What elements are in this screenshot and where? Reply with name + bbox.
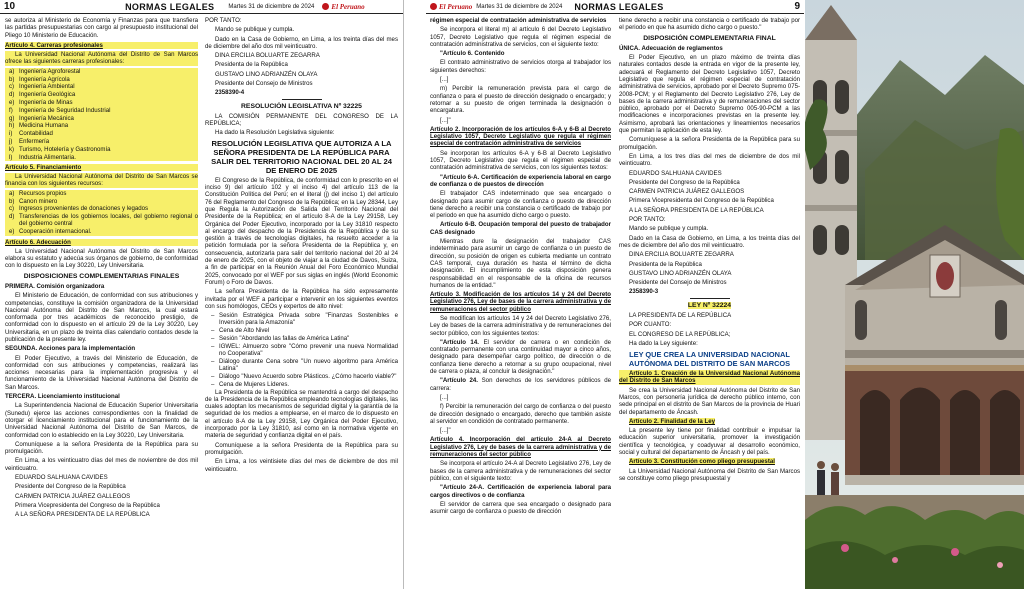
article-4-heading: Artículo 4. Carreras profesionales [5, 41, 103, 49]
list-item [9, 197, 198, 205]
paragraph: régimen especial de contratación administrativa de servicios [430, 17, 607, 24]
list-item [9, 205, 198, 213]
article-2-heading: Artículo 2. Finalidad de la Ley [629, 417, 716, 425]
article-2-heading: Artículo 2. Incorporación de los artículos 6-A y 6-B al Decreto Legislativo 1057, Decreto Legislativo que regula el régimen especial de contratación administrativa de servicios [430, 125, 611, 148]
paragraph: Se incorporan los artículos 6-A y 6-B al Decreto Legislativo 1057, Decreto Legislativo que regula el régimen especial de contratación administrativa de servicios, con los siguientes textos: [430, 149, 611, 172]
signatory-name: GUSTAVO LINO ADRIANZÉN OLAYA [215, 70, 318, 78]
list-item-text: Ingeniería Geológica [19, 91, 76, 99]
article-4-text: La Universidad Nacional Autónoma del Distrito de San Marcos ofrece las siguientes carreras profesionales: [5, 51, 198, 66]
document-code: 2358390-4 [215, 89, 245, 97]
list-item-text: Recursos propios [19, 189, 67, 197]
paragraph: Comuníquese a la señora Presidenta de la República para su promulgación. [205, 441, 398, 456]
left-page-column-1 [5, 17, 198, 589]
paragraph: LA COMISIÓN PERMANENTE DEL CONGRESO DE LA REPÚBLICA; [205, 112, 398, 128]
paragraph: Se incorpora el artículo 24-A al Decreto Legislativo 276, Ley de bases de la carrera administrativa y de remuneraciones del sector público, con el siguiente texto: [430, 460, 611, 482]
paragraph: La señora Presidenta de la República ha sido expresamente invitada por el WEF a participar e intervenir en los siguientes eventos con sus homólogos, CEOs y expertos de alto nivel: [205, 288, 398, 310]
signatory-name: EDUARDO SALHUANA CAVIDES [629, 169, 722, 177]
publication-brand: NORMAS LEGALES [125, 1, 215, 12]
quoted-article-heading: Artículo 6-B. Ocupación temporal del puesto de trabajador CAS designado [430, 221, 611, 236]
list-item-text: Ingeniería Agroforestal [19, 67, 81, 75]
quoted-article-heading: "Artículo 6. Contenido [440, 50, 505, 58]
list-item-text: Ingeniería Ambiental [19, 83, 75, 91]
list-item [9, 91, 198, 99]
list-item-text: Sesión Estratégica Privada sobre "Finanzas Sostenibles e Inversión para la Amazonía" [219, 312, 398, 327]
paragraph: m) Percibir la remuneración prevista para el cargo de confianza o para el puesto de dirección designado o encargado; y retornar a su puesto de origen terminada la designación o encargatura. [430, 85, 611, 115]
paragraph: Se modifican los artículos 14 y 24 del Decreto Legislativo 276, Ley de bases de la carrera administrativa y de remuneraciones del sector público, con los siguientes textos: [430, 314, 611, 337]
document-code: 2358390-3 [629, 288, 659, 296]
list-item [9, 189, 198, 197]
list-marker: a) [9, 67, 15, 75]
list-item [9, 83, 198, 91]
signatory-role: Presidenta de la República [629, 260, 702, 268]
list-item-text: Ingeniería Mecánica [19, 114, 74, 122]
list-item [211, 380, 398, 388]
paragraph: Mando se publique y cumpla. [215, 26, 295, 34]
list-item [211, 357, 398, 373]
quoted-article-heading: "Artículo 24-A. Certificación de experiencia laboral para cargos directivos o de confianza [430, 484, 611, 499]
left-page-column-2 [205, 17, 398, 589]
law-title: LEY Nº 32224 [687, 301, 732, 309]
paragraph: Dado en la Casa de Gobierno, en Lima, a los treinta días del mes de diciembre del año dos mil veinticuatro. [619, 234, 800, 249]
divider [690, 298, 730, 299]
paragraph: POR TANTO: [205, 17, 242, 24]
paragraph: Dado en la Casa de Gobierno, en Lima, a los treinta días del mes de diciembre del año dos mil veinticuatro. [205, 35, 398, 50]
paragraph: La Presidenta de la República se mantendrá a cargo del despacho de la Presidencia de la República empleando tecnologías digitales, las cuales adoptan los mecanismos de seguridad digital y la garantía de la seguridad de los medios a emplearse, en el marco de lo dispuesto en el artículo 8-A de la Ley 29158, Ley Orgánica del Poder Ejecutivo, incorporado por la Ley 31810, así como en la normativa vigente en materia de seguridad y confianza digital en el país. [205, 388, 398, 440]
list-marker: e) [9, 98, 15, 106]
paragraph: se autoriza al Ministerio de Economía y Finanzas para que transfiera las partidas presupuestarias con cargo al presupuesto institucional del Pliego 10 Ministerio de Educación. [5, 17, 198, 39]
list-item [9, 98, 198, 106]
gazette-page-9 [426, 0, 804, 589]
careers-list [5, 68, 198, 161]
sole-provision-heading: ÚNICA. Adecuación de reglamentos [619, 44, 723, 52]
paragraph: [...]" [440, 116, 451, 124]
church-illustration [805, 0, 1024, 589]
quoted-article-heading: "Artículo 24. [440, 377, 478, 385]
first-provision-heading: PRIMERA. Comisión organizadora [5, 282, 105, 290]
list-item [211, 372, 398, 380]
paragraph: En Lima, a los tres días del mes de diciembre de dos mil veinticuatro. [619, 152, 800, 168]
list-marker: – [211, 342, 215, 350]
second-provision-text: El Poder Ejecutivo, a través del Ministerio de Educación, de conformidad con sus atribuciones y competencias, realizará las acciones necesarias para la implementación progresiva y el funcionamiento de la Universidad Nacional Autónoma del Distrito de San Marcos. [5, 354, 198, 391]
list-marker: c) [9, 205, 15, 213]
paragraph: EL CONGRESO DE LA REPÚBLICA; [629, 330, 731, 338]
page-gutter [404, 0, 426, 589]
list-item [9, 106, 198, 114]
list-item [211, 342, 398, 358]
list-item-text: Ingresos provenientes de donaciones y legados [19, 205, 149, 213]
paragraph: El trabajador CAS indeterminado que sea encargado o designado para asumir cargo de confianza o puesto de dirección tiene derecho a recibir una constancia o certificado de trabajo por el periodo en que ha asumido dicho cargo o puesto. [430, 190, 611, 220]
paragraph: tiene derecho a recibir una constancia o certificado de trabajo por el periodo en que ha asumido dicho cargo o puesto." [619, 17, 800, 32]
third-provision-heading: TERCERA. Licenciamiento institucional [5, 393, 120, 401]
signatory-role: Primera Vicepresidenta del Congreso de la República [15, 501, 160, 509]
list-marker: g) [9, 114, 15, 122]
signatory-role: Presidente del Consejo de Ministros [215, 80, 313, 88]
list-item [9, 213, 198, 228]
list-item-text: Sesión "Abordando las fallas de América Latina" [219, 335, 350, 342]
list-item [9, 228, 198, 236]
article-3-heading: Artículo 3. Constitución como pliego presupuestal [629, 458, 775, 466]
list-marker: d) [9, 91, 15, 99]
page-header [0, 0, 403, 14]
paragraph: Ha dado la Resolución Legislativa siguiente: [215, 129, 335, 137]
paragraph: Son derechos de los servidores públicos de carrera: [430, 377, 611, 392]
list-marker: i) [9, 130, 13, 138]
list-item [9, 75, 198, 83]
list-marker: d) [9, 213, 15, 221]
list-item [9, 130, 198, 138]
third-provision-text: La Superintendencia Nacional de Educación Superior Universitaria (Sunedu) ejerce las acciones correspondientes con la finalidad de otorgar el licenciamiento institucional para el funcionamiento de la Universidad Nacional Autónoma del Distrito de San Marcos, de conformidad con lo establecido en la Ley 30220, Ley Universitaria. [5, 402, 198, 439]
list-marker: – [211, 372, 215, 380]
page-number: 9 [794, 1, 800, 12]
signatory-name: DINA ERCILIA BOLUARTE ZEGARRA [629, 251, 734, 259]
paragraph: Ha dado la Ley siguiente: [629, 339, 698, 347]
paragraph: El servidor de carrera o en condición de contratado permanente con una continuidad mayor a cinco años, designado para desempeñar cargo político, de dirección o de confianza tiene derecho a retornar a su grupo ocupacional, nivel de carrera o plaza, al concluir la designación." [430, 338, 611, 376]
list-marker: f) [9, 106, 13, 114]
publication-date: Martes 31 de diciembre de 2024 [476, 3, 563, 10]
el-peruano-logo: El Peruano [322, 3, 364, 11]
list-marker: – [211, 380, 215, 388]
list-marker: – [211, 327, 215, 335]
page-number: 10 [4, 1, 16, 12]
paragraph: En Lima, a los veintisiete días del mes de diciembre de dos mil veinticuatro. [205, 458, 398, 473]
paragraph: El Congreso de la República, de conformidad con lo prescrito en el inciso 9) del artículo 102 y el inciso 4) del artículo 113 de la Constitución Política del Perú; en el literal (j) del inciso 1) del artículo 76 del Reglamento del Congreso de la República; en la Ley 28344, Ley que Regula la Autorización de Salida del Territorio Nacional del Presidente de la República; en el artículo 8-A de la Ley 29158, Ley Orgánica del Poder Ejecutivo, incorporado por la Ley 31810 respecto al encargo del despacho de la Presidencia de la República y de su gestión a través de tecnologías digitales, ha resuelto acceder a la petición formulada por la señora Presidenta de la República y, en consecuencia, autorizarla para salir del territorio nacional del 20 al 24 de enero de 2025, con el objeto de viajar a la ciudad de Davos, Suiza, a fin de participar en la Reunión Anual del Foro Económico Mundial 2025, convocado por el WEF por sus siglas en inglés (World Economic Forum) o Foro de Davos. [205, 176, 398, 286]
list-marker: c) [9, 83, 15, 91]
divider [282, 99, 322, 100]
list-item [211, 312, 398, 327]
page-header [426, 0, 804, 14]
list-marker: e) [9, 228, 15, 236]
list-item-text: IGWEL: Almuerzo sobre "Cómo prevenir una nueva Normalidad no Cooperativa" [219, 342, 398, 358]
list-item [9, 145, 198, 153]
article-1-heading: Artículo 1. Creación de la Universidad Nacional Autónoma del Distrito de San Marcos [619, 370, 800, 385]
list-item-text: Enfermería [19, 137, 50, 145]
list-marker: b) [9, 75, 15, 83]
paragraph: [...] [440, 393, 449, 401]
list-item-text: Cooperación internacional. [19, 228, 92, 236]
logo-seal-icon [430, 3, 437, 10]
paragraph: f) Percibir la remuneración del cargo de confianza o del puesto de dirección designado o encargado, derecho que también asiste al servidor en condición de contratado permanente. [430, 403, 611, 425]
article-5-heading: Artículo 5. Financiamiento [5, 163, 82, 171]
list-item-text: Ingeniería de Seguridad Industrial [19, 106, 111, 114]
list-item-text: Cena de Mujeres Líderes. [219, 380, 290, 388]
list-item-text: Medicina Humana [19, 122, 69, 130]
list-item-text: Cena de Alto Nivel [219, 327, 270, 335]
signatory-name: DINA ERCILIA BOLUARTE ZEGARRA [215, 52, 320, 60]
quoted-article-heading: "Artículo 14. [440, 338, 479, 346]
paragraph: Mientras dure la designación del trabajador CAS indeterminado para asumir un cargo de confianza o un puesto de dirección, su posición de origen es cubierta mediante un contrato CAS temporal, cuya duración es hasta el término de dicha designación. El incumplimiento de esta disposición genera responsabilidad en el responsable de la oficina de recursos humanos de la entidad." [430, 238, 611, 289]
list-item [211, 327, 398, 335]
signatory-name: EDUARDO SALHUANA CAVIDES [15, 474, 108, 482]
section-title: DISPOSICIÓN COMPLEMENTARIA FINAL [643, 34, 776, 42]
list-item-text: Ingeniería de Minas [19, 98, 73, 106]
paragraph: A LA SEÑORA PRESIDENTA DE LA REPÚBLICA [629, 206, 764, 214]
paragraph: El servidor de carrera que sea encargado o designado para asumir cargo de confianza o puesto de dirección [430, 500, 611, 516]
list-item-text: Turismo, Hotelería y Gastronomía [19, 145, 111, 153]
list-marker: – [211, 357, 215, 365]
paragraph: A LA SEÑORA PRESIDENTA DE LA REPÚBLICA [15, 511, 150, 519]
el-peruano-logo: El Peruano [430, 3, 472, 11]
list-item-text: Canon minero [19, 197, 58, 205]
section-title: DISPOSICIONES COMPLEMENTARIAS FINALES [23, 272, 180, 280]
paragraph: LA PRESIDENTA DE LA REPÚBLICA [629, 311, 732, 319]
signatory-name: CARMEN PATRICIA JUÁREZ GALLEGOS [15, 492, 131, 500]
resolution-heading: RESOLUCIÓN LEGISLATIVA QUE AUTORIZA A LA SEÑORA PRESIDENTA DE LA REPÚBLICA PARA SALIR DEL TERRITORIO NACIONAL DEL 20 AL 24 DE ENERO DE 2025 [211, 138, 392, 175]
events-list [205, 312, 398, 388]
gazette-page-10 [0, 0, 404, 589]
paragraph: Se incorpora el literal m) al artículo 6 del Decreto Legislativo 1057, Decreto Legislativo que regula el régimen especial de contratación administrativa de servicios, con el siguiente texto: [430, 26, 611, 48]
signatory-name: GUSTAVO LINO ADRIANZÉN OLAYA [629, 269, 732, 277]
paragraph: [...] [440, 76, 449, 84]
paragraph: Mando se publique y cumpla. [629, 225, 709, 233]
second-provision-heading: SEGUNDA. Acciones para la implementación [5, 345, 136, 353]
list-item [211, 335, 398, 342]
funding-list [5, 190, 198, 236]
list-marker: j) [9, 137, 13, 145]
paragraph: Se crea la Universidad Nacional Autónoma del Distrito de San Marcos, con personería jurídica de derecho público interno, con sede principal en el distrito de San Marcos de la provincia de Huari del departamento de Áncash. [619, 386, 800, 416]
article-5-text: La Universidad Nacional Autónoma del Distrito de San Marcos se financia con los siguientes recursos: [5, 173, 198, 188]
list-item [9, 153, 198, 161]
law-heading: LEY QUE CREA LA UNIVERSIDAD NACIONAL AUTÓNOMA DEL DISTRITO DE SAN MARCOS [628, 350, 791, 369]
article-6-heading: Artículo 6. Adecuación [5, 238, 71, 246]
right-page-column-2 [619, 17, 800, 589]
paragraph: [...]" [440, 427, 451, 435]
paragraph: En Lima, a los veinticuatro días del mes de noviembre de dos mil veinticuatro. [5, 457, 198, 472]
article-6-text: La Universidad Nacional Autónoma del Distrito de San Marcos elabora su estatuto y adecúa sus órganos de gobierno, de conformidad con lo dispuesto en la Ley 30220, Ley Universitaria. [5, 247, 198, 270]
list-marker: – [211, 335, 215, 342]
signatory-role: Presidenta de la República [215, 61, 288, 69]
list-marker: a) [9, 189, 15, 197]
list-item-text: Transferencias de los gobiernos locales, del gobierno regional o del gobierno central [19, 213, 198, 228]
signatory-role: Presidente del Consejo de Ministros [629, 279, 727, 287]
signatory-role: Presidente del Congreso de la República [15, 483, 126, 491]
publication-date: Martes 31 de diciembre de 2024 [228, 3, 315, 10]
list-item-text: Ingeniería Agrícola [19, 75, 70, 83]
paragraph: Comuníquese a la señora Presidenta de la República para su promulgación. [5, 440, 198, 456]
list-item [9, 67, 198, 75]
signatory-name: CARMEN PATRICIA JUÁREZ GALLEGOS [629, 188, 745, 196]
list-marker: b) [9, 197, 15, 205]
paragraph: POR TANTO: [629, 216, 666, 224]
publication-brand: NORMAS LEGALES [574, 1, 664, 12]
right-page-column-1 [430, 17, 611, 589]
logo-seal-icon [322, 3, 329, 10]
list-marker: – [211, 312, 215, 320]
list-item [9, 122, 198, 130]
paragraph: POR CUANTO: [629, 321, 672, 329]
list-marker: k) [9, 145, 15, 153]
quoted-article-heading: "Artículo 6-A. Certificación de experiencia laboral en cargo de confianza o de puestos de dirección [430, 173, 611, 188]
list-item-text: Diálogo durante Cena sobre "Un nuevo algoritmo para América Latina" [219, 357, 398, 373]
paragraph: Comuníquese a la señora Presidenta de la República para su promulgación. [619, 136, 800, 151]
paragraph: La Universidad Nacional Autónoma del Distrito de San Marcos se constituye como pliego presupuestal y [619, 467, 800, 482]
list-item [9, 137, 198, 145]
first-provision-text: El Ministerio de Educación, de conformidad con sus atribuciones y competencias, constituye la comisión organizadora de la Universidad Nacional Autónoma del Distrito de San Marcos, la cual estará conformada por tres académicos de reconocido prestigio, de conformidad con lo dispuesto en el artículo 29 de la Ley 30220, Ley Universitaria, en un plazo de treinta días calendario contados desde la publicación de la presente ley. [5, 292, 198, 343]
signatory-role: Presidente del Congreso de la República [629, 178, 740, 186]
list-item-text: Contabilidad [19, 130, 53, 138]
list-marker: l) [9, 153, 13, 161]
paragraph: La presente ley tiene por finalidad contribuir e impulsar la educación superior universitaria, promover la investigación científica y tecnológica, y coadyuvar al desarrollo económico, social y cultural del departamento de Áncash y del país. [619, 427, 800, 457]
list-item-text: Industria Alimentaria. [19, 153, 76, 161]
signatory-role: Primera Vicepresidenta del Congreso de la República [629, 197, 774, 205]
article-3-heading: Artículo 3. Modificación de los artículos 14 y 24 del Decreto Legislativo 276, Ley de bases de la carrera administrativa y de remuneraciones del sector público [430, 291, 611, 313]
church-photo [805, 0, 1024, 589]
list-item-text: Diálogo "Nuevo Acuerdo sobre Plásticos. ¿Cómo hacerlo viable?" [219, 372, 397, 380]
list-item [9, 114, 198, 122]
paragraph: El contrato administrativo de servicios otorga al trabajador los siguientes derechos: [430, 59, 611, 74]
list-marker: h) [9, 122, 15, 130]
paragraph: El Poder Ejecutivo, en un plazo máximo de treinta días naturales contados desde la entrada en vigor de la presente ley, adecuará el Reglamento del Decreto Legislativo 1057, Decreto Legislativo que regula el régimen especial de contratación administrativa de servicios, aprobado por el Decreto Supremo 075-2008-PCM; y el Reglamento del Decreto Legislativo 276, Ley de bases de la carrera administrativa y de remuneraciones del sector público, aprobado por el Decreto Supremo 005-90-PCM a las modificaciones e incorporaciones previstas en la presente ley. Asimismo, aprobará las orientaciones y lineamientos necesarios que permitan la aplicación de esta ley. [619, 54, 800, 135]
article-4-heading: Artículo 4. Incorporación del artículo 24-A al Decreto Legislativo 276, Ley de bases de la carrera administrativa y de remuneraciones del sector público [430, 436, 611, 459]
resolution-title: RESOLUCIÓN LEGISLATIVA Nº 32225 [241, 102, 362, 110]
